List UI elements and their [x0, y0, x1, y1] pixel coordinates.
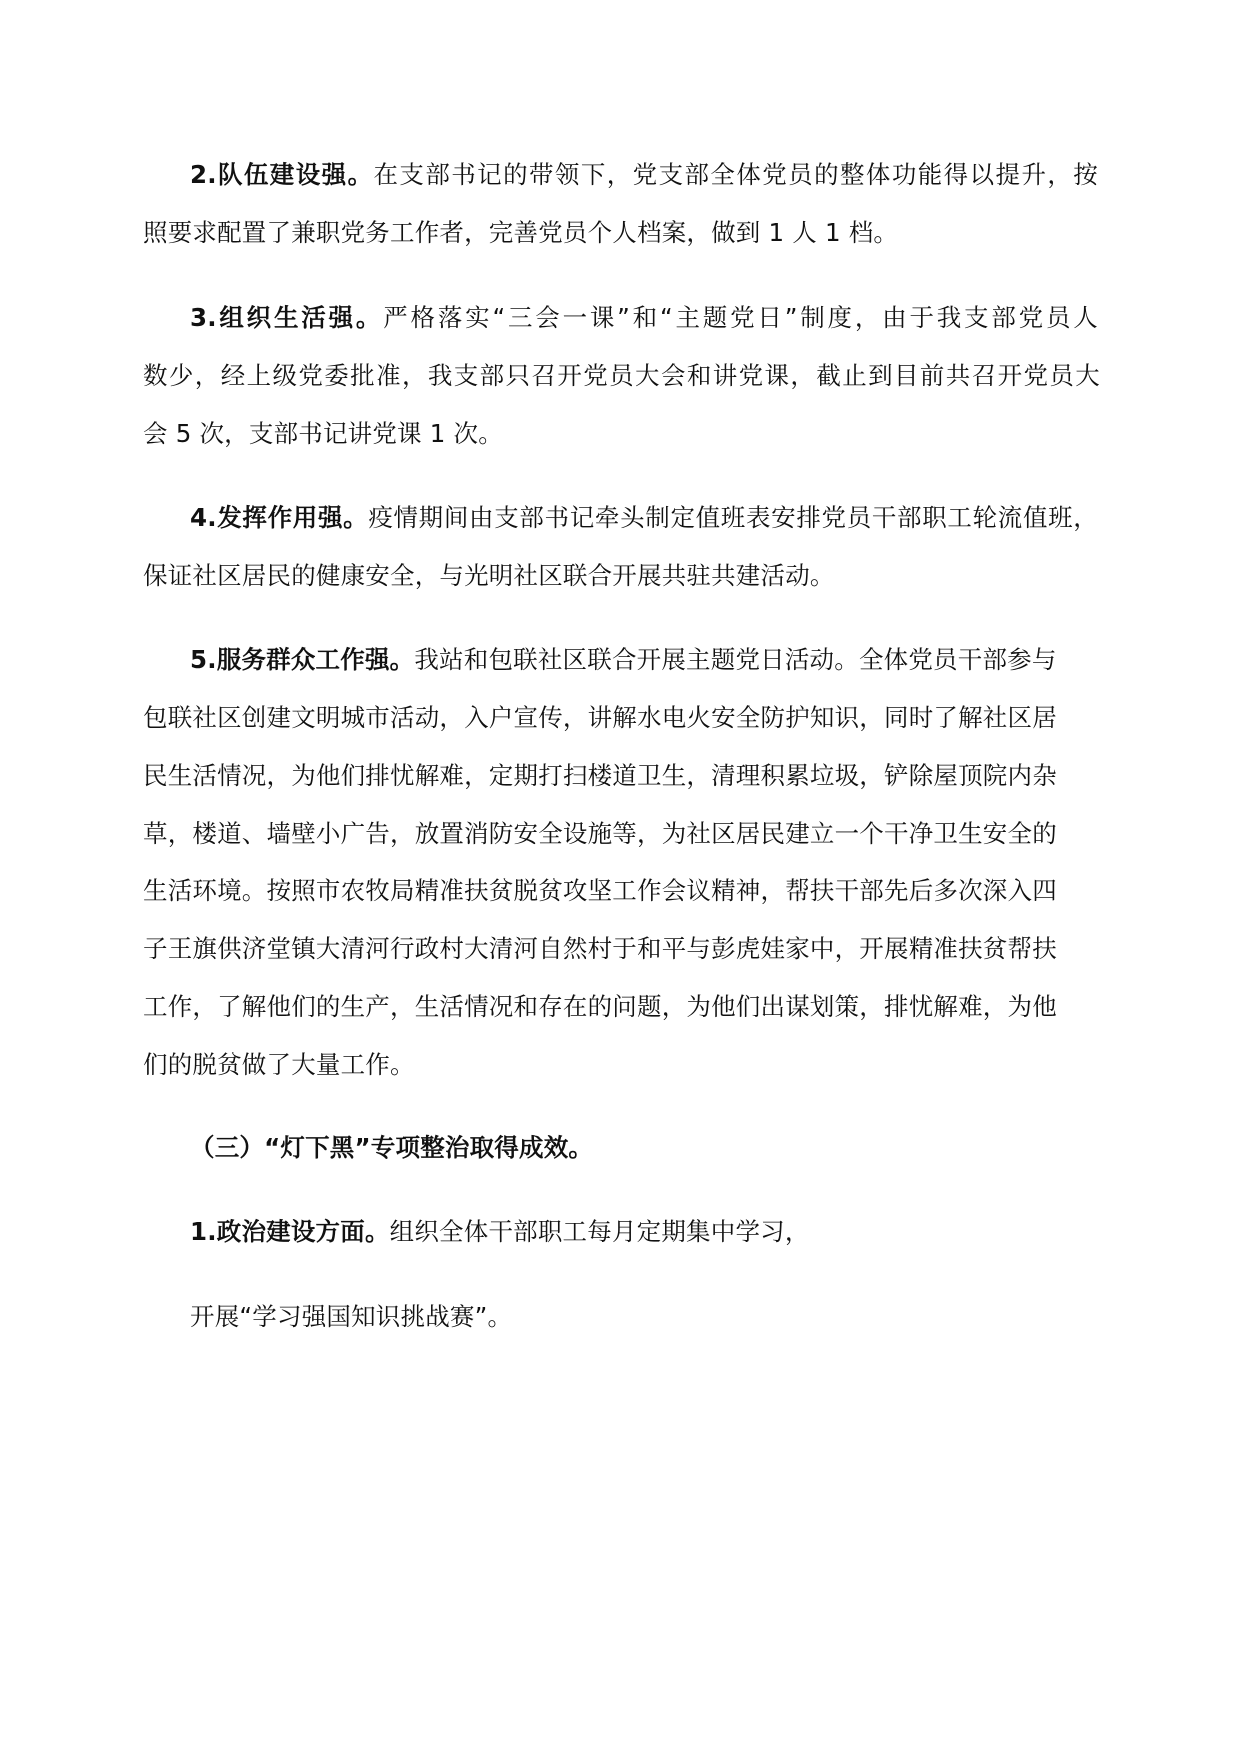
paragraph-politics-lead: 1.政治建设方面。	[190, 1217, 390, 1246]
section-heading: （三）“灯下黑”专项整治取得成效。	[190, 1133, 594, 1162]
paragraph-team-text: 在支部书记的带领下，党支部全体党员的整体功能得以提升，按	[373, 160, 1098, 189]
paragraph-service-line-2: 包联社区创建文明城市活动，入户宣传，讲解水电火安全防护知识，同时了解社区居	[143, 703, 1057, 732]
paragraph-service-line-5: 生活环境。按照市农牧局精准扶贫脱贫攻坚工作会议精神，帮扶干部先后多次深入四	[143, 876, 1057, 905]
paragraph-org-life-text: 严格落实“三会一课”和“主题党日”制度，由于我支部党员人	[383, 303, 1098, 332]
paragraph-politics-text: 组织全体干部职工每月定期集中学习，	[389, 1217, 810, 1246]
paragraph-team-line-1	[190, 157, 1098, 193]
paragraph-team-lead: 2.队伍建设强。	[190, 160, 374, 189]
paragraph-service-lead: 5.服务群众工作强。	[190, 645, 415, 674]
paragraph-role-line-1	[190, 500, 1098, 536]
paragraph-role-text: 疫情期间由支部书记牵头制定值班表安排党员干部职工轮流值班，	[368, 503, 1098, 532]
paragraph-org-life-line-2: 数少，经上级党委批准，我支部只召开党员大会和讲党课，截止到目前共召开党员大	[143, 361, 1100, 390]
paragraph-org-life-line-3: 会 5 次，支部书记讲党课 1 次。	[143, 419, 503, 448]
paragraph-service-line-6: 子王旗供济堂镇大清河行政村大清河自然村于和平与彭虎娃家中，开展精准扶贫帮扶	[143, 934, 1057, 963]
paragraph-org-life-line-1	[190, 300, 1098, 336]
paragraph-service-line-1	[190, 642, 1057, 678]
paragraph-politics-line-1	[190, 1214, 810, 1250]
paragraph-politics-line-2: 开展“学习强国知识挑战赛”。	[190, 1302, 513, 1331]
paragraph-role-line-2: 保证社区居民的健康安全，与光明社区联合开展共驻共建活动。	[143, 561, 835, 590]
paragraph-service-text: 我站和包联社区联合开展主题党日活动。全体党员干部参与	[414, 645, 1057, 674]
paragraph-org-life-lead: 3.组织生活强。	[190, 303, 384, 332]
paragraph-service-line-7: 工作，了解他们的生产，生活情况和存在的问题，为他们出谋划策，排忧解难，为他	[143, 992, 1057, 1021]
paragraph-team-line-2: 照要求配置了兼职党务工作者，完善党员个人档案，做到 1 人 1 档。	[143, 218, 899, 247]
paragraph-service-line-8: 们的脱贫做了大量工作。	[143, 1050, 415, 1079]
paragraph-service-line-4: 草，楼道、墙壁小广告，放置消防安全设施等，为社区居民建立一个干净卫生安全的	[143, 819, 1057, 848]
paragraph-role-lead: 4.发挥作用强。	[190, 503, 369, 532]
paragraph-service-line-3: 民生活情况，为他们排忧解难，定期打扫楼道卫生，清理积累垃圾，铲除屋顶院内杂	[143, 761, 1057, 790]
